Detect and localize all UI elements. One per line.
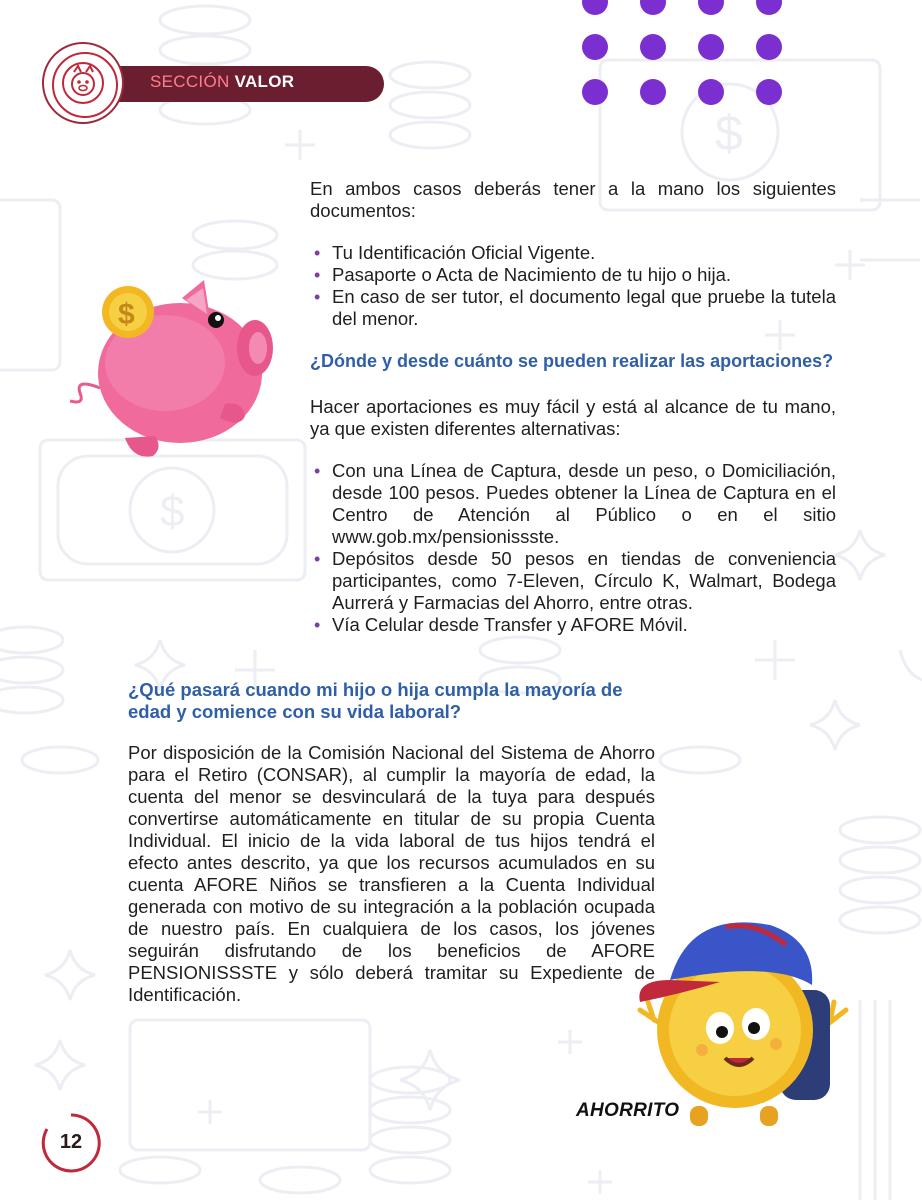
documents-list	[310, 242, 836, 330]
intro-block	[310, 178, 836, 330]
contributions-list	[310, 460, 836, 636]
logo-ring	[52, 52, 118, 118]
piggy-logo-icon	[54, 54, 112, 112]
page-number-badge	[40, 1112, 102, 1174]
piggy-bank-illustration	[70, 278, 280, 468]
section-heading: ¿Dónde y desde cuánto se pueden realizar las aportaciones?	[310, 351, 834, 371]
svg-text:$: $	[715, 105, 743, 161]
majority-age-text: Por disposición de la Comisión Nacional del Sistema de Ahorro para el Retiro (CONSAR), al cumplir la mayoría de edad, la cuenta del menor se desvinculará de la tuya para después convertirse automáticamente en titular de su propia Cuenta Individual. El inicio de la vida laboral de tus hijos tendrá el efecto antes descrito, ya que los recursos acumulados en su cuenta AFORE Niños se transfieren a la Cuenta Individual generada con motivo de su integración a la población ocupada de nuestro país. En cualquiera de los casos, los jóvenes seguirán disfrutando de los beneficios de AFORE PENSIONISSSTE y sólo deberá tramitar su Expediente de Identificación.	[128, 742, 655, 1005]
contributions-block	[310, 396, 836, 636]
contributions-text: Hacer aportaciones es muy fácil y está al alcance de tu mano, ya que existen diferentes alternativas:	[310, 396, 836, 439]
section-highlight: VALOR	[234, 72, 295, 91]
list-item: • Tu Identificación Oficial Vigente.	[310, 242, 836, 264]
section-heading: ¿Qué pasará cuando mi hijo o hija cumpla la mayoría de edad y comience con su vida laboral?	[128, 679, 623, 722]
list-item: • Con una Línea de Captura, desde un peso, o Domiciliación, desde 100 pesos. Puedes obtener la Línea de Captura en el Centro de Atención al Público o en el sitio www.gob.mx/pensionissste.	[310, 460, 836, 548]
majority-age-block	[128, 742, 655, 1006]
list-item: • Vía Celular desde Transfer y AFORE Móvil.	[310, 614, 836, 636]
list-item: • Pasaporte o Acta de Nacimiento de tu hijo o hija.	[310, 264, 836, 286]
mascot-name: AHORRITO	[576, 1100, 680, 1121]
section-title	[150, 72, 294, 92]
svg-text:$: $	[118, 298, 135, 331]
svg-text:$: $	[160, 487, 185, 536]
page-number: 12	[59, 1131, 83, 1153]
section-header	[44, 44, 344, 132]
list-item: • Depósitos desde 50 pesos en tiendas de conveniencia participantes, como 7-Eleven, Círculo K, Walmart, Bodega Aurrerá y Farmacias del Ahorro, entre otras.	[310, 548, 836, 614]
section-logo	[44, 44, 122, 122]
decorative-dots	[580, 0, 790, 110]
intro-text: En ambos casos deberás tener a la mano los siguientes documentos:	[310, 178, 836, 221]
section-prefix: SECCIÓN	[150, 72, 230, 91]
list-item: • En caso de ser tutor, el documento legal que pruebe la tutela del menor.	[310, 286, 836, 330]
